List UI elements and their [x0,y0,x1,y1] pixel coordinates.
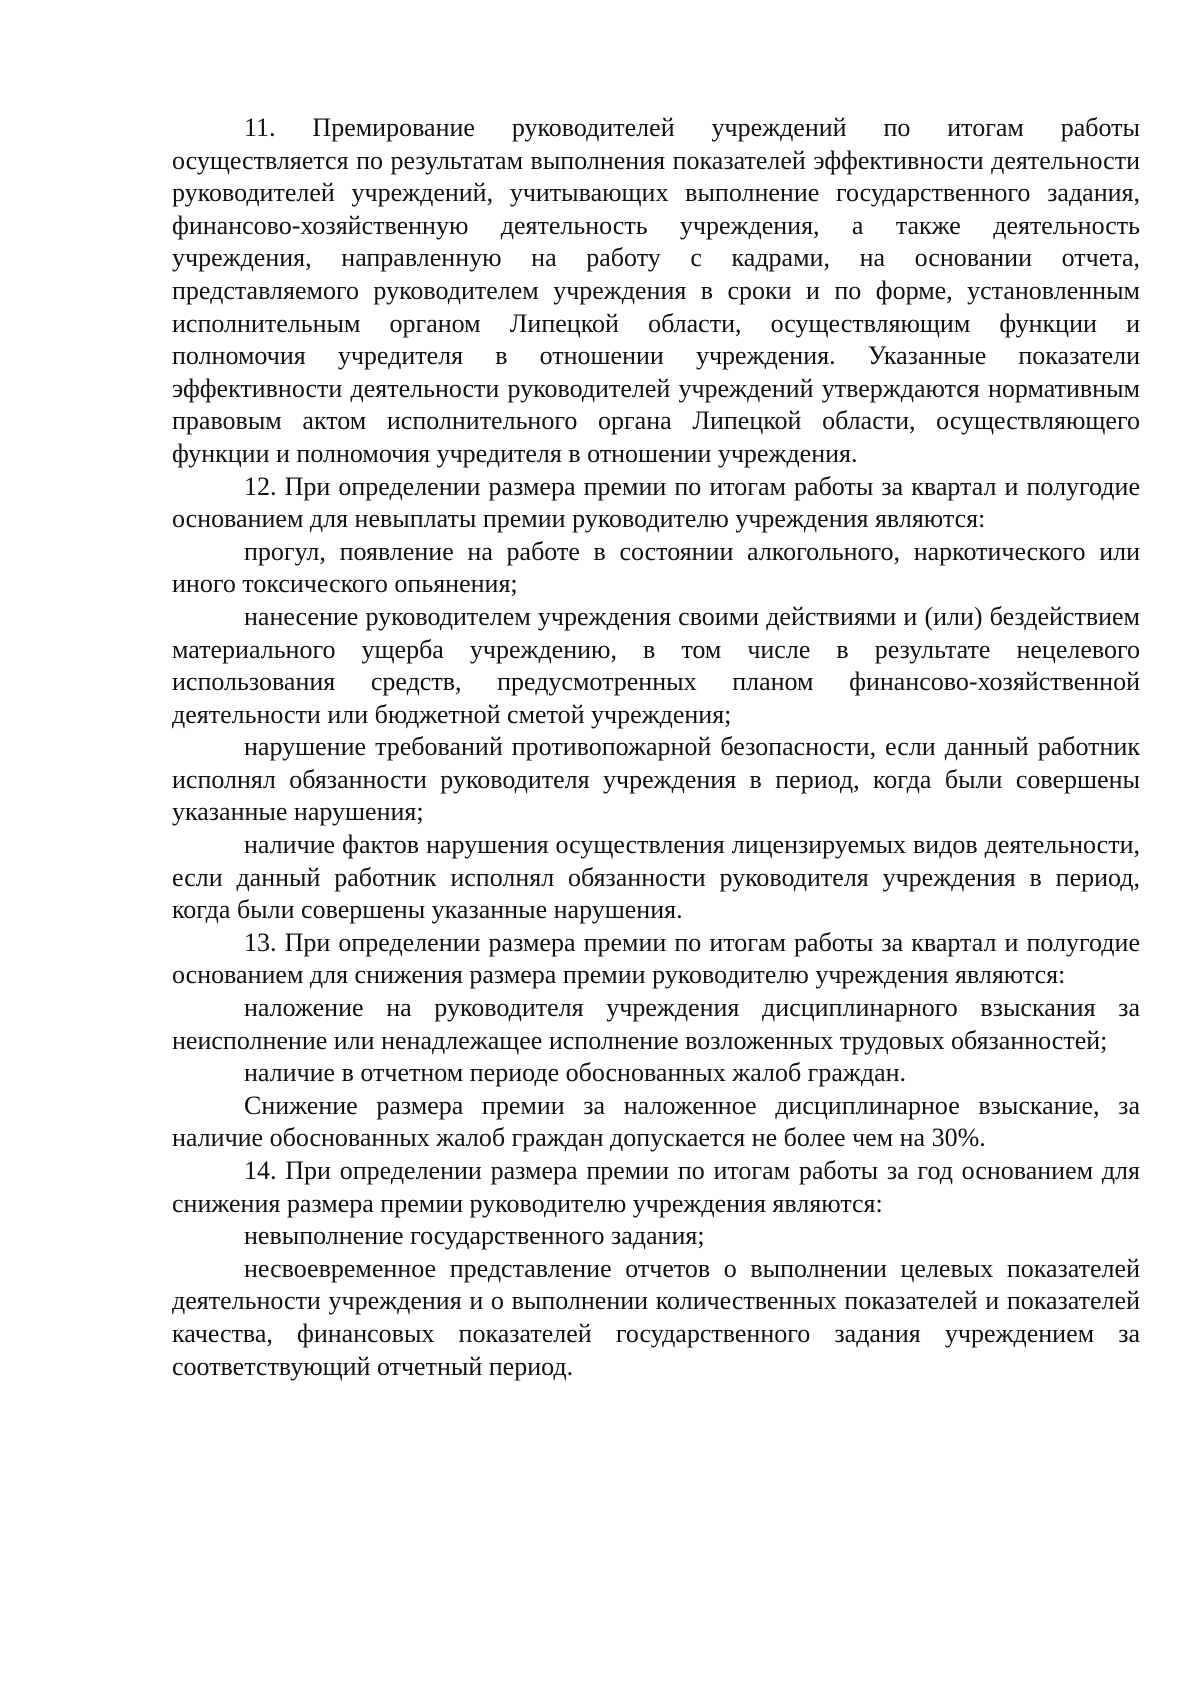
paragraph-11: 11. Премирование руководителей учреждений по итогам работы осуществляется по результатам выполнения показателей эффективности деятельности руководителей учреждений, учитывающих выполнение государственного задания, финансово-хозяйственную деятельность учреждения, а также деятельность учреждения, направленную на работу с кадрами, на основании отчета, представляемого руководителем учреждения в сроки и по форме, установленным исполнительным органом Липецкой области, осуществляющим функции и полномочия учредителя в отношении учреждения. Указанные показатели эффективности деятельности руководителей учреждений утверждаются нормативным правовым актом исполнительного органа Липецкой области, осуществляющего функции и полномочия учредителя в отношении учреждения. [172,113,1140,468]
paragraph-13-item-1: наложение на руководителя учреждения дисциплинарного взыскания за неисполнение или ненадлежащее исполнение возложенных трудовых обязанностей; [172,993,1140,1055]
paragraph-14-item-1: невыполнение государственного задания; [244,1221,705,1251]
paragraph-12-item-3: нарушение требований противопожарной безопасности, если данный работник исполнял обязанности руководителя учреждения в период, когда были совершены указанные нарушения; [172,732,1140,827]
document-body [172,112,1140,1383]
paragraph-14: 14. При определении размера премии по итогам работы за год основанием для снижения размера премии руководителю учреждения являются: [172,1156,1140,1218]
paragraph-14-item-2: несвоевременное представление отчетов о выполнении целевых показателей деятельности учреждения и о выполнении количественных показателей и показателей качества, финансовых показателей государственного задания учреждением за соответствующий отчетный период. [172,1253,1140,1381]
paragraph-13-item-2: наличие в отчетном периоде обоснованных жалоб граждан. [244,1058,907,1088]
paragraph-12-item-4: наличие фактов нарушения осуществления лицензируемых видов деятельности, если данный работник исполнял обязанности руководителя учреждения в период, когда были совершены указанные нарушения. [172,830,1140,925]
paragraph-12-item-2: нанесение руководителем учреждения своими действиями и (или) бездействием материального ущерба учреждению, в том числе в результате нецелевого использования средств, предусмотренных планом финансово-хозяйственной деятельности или бюджетной сметой учреждения; [172,601,1140,729]
paragraph-12-item-1: прогул, появление на работе в состоянии алкогольного, наркотического или иного токсического опьянения; [172,536,1140,599]
paragraph-13: 13. При определении размера премии по итогам работы за квартал и полугодие основанием для снижения размера премии руководителю учреждения являются: [172,927,1140,990]
paragraph-12: 12. При определении размера премии по итогам работы за квартал и полугодие основанием для невыплаты премии руководителю учреждения являются: [172,471,1140,534]
paragraph-13-note: Снижение размера премии за наложенное дисциплинарное взыскание, за наличие обоснованных жалоб граждан допускается не более чем на 30%. [172,1090,1140,1153]
